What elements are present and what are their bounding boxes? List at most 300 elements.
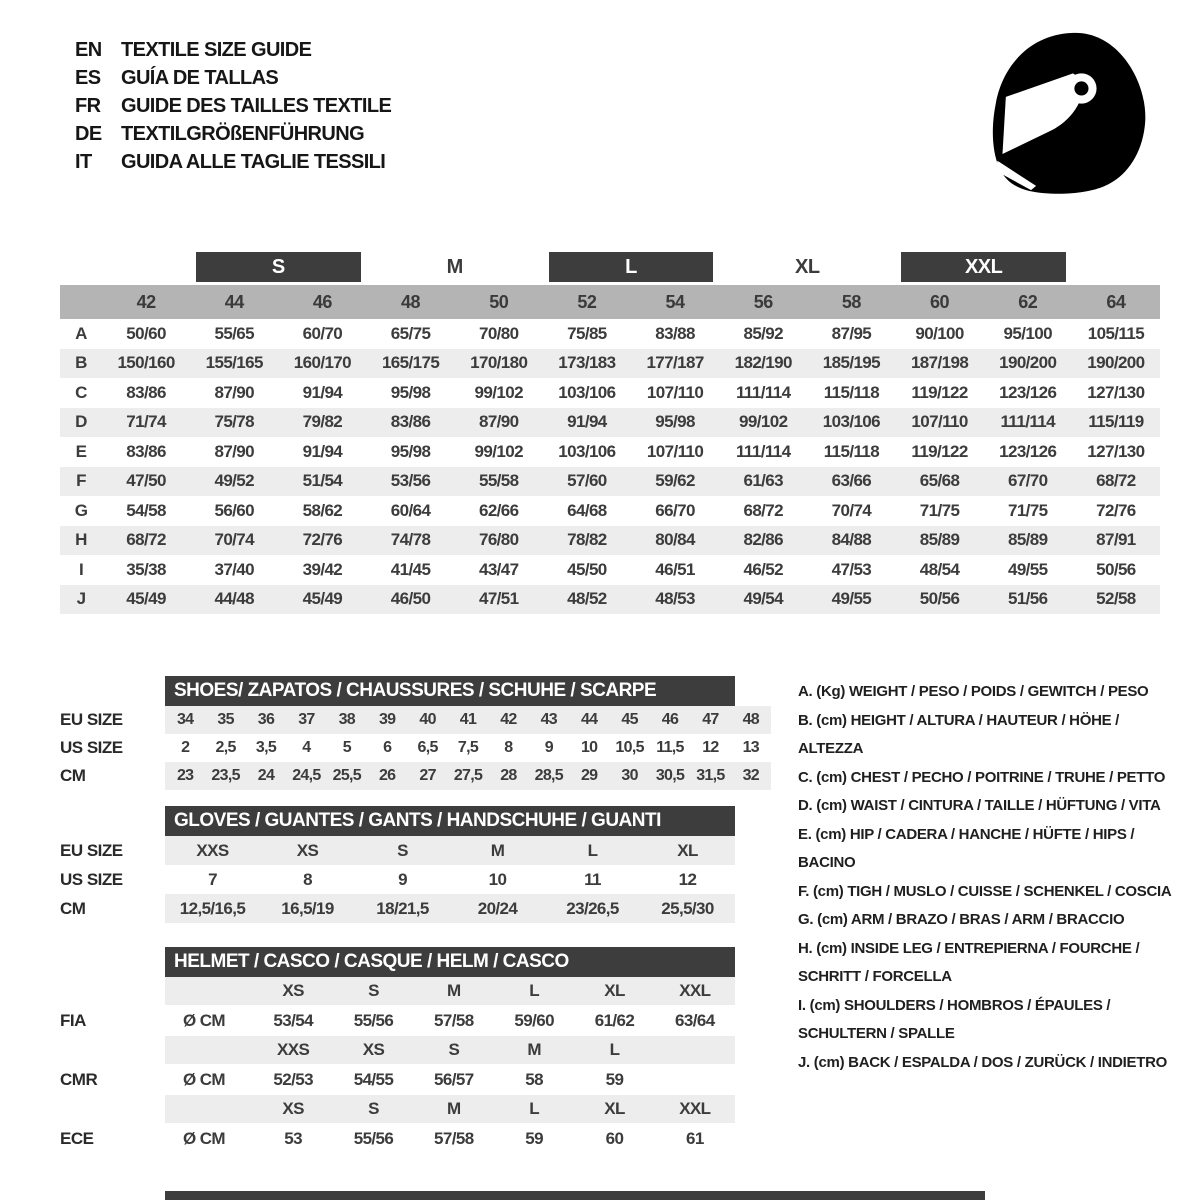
shoes-section-header: SHOES/ ZAPATOS / CHAUSSURES / SCHUHE / SCARPE: [165, 676, 735, 706]
measurement-value: 87/90: [214, 382, 255, 402]
shoe-cm-size: 27: [419, 767, 436, 784]
gloves-eu-values: [165, 836, 735, 865]
measurement-value: 65/75: [390, 323, 431, 343]
legend-entry: [798, 821, 1180, 878]
standard-name: CMR: [60, 1069, 98, 1089]
title-row: [75, 120, 391, 148]
measurement-value: 185/195: [822, 353, 881, 373]
shoe-us-size: 13: [742, 739, 759, 756]
glove-eu-size: L: [587, 840, 598, 860]
shoe-us-size: 7,5: [457, 739, 479, 756]
helmet-values-row: [60, 1123, 772, 1154]
shoes-us-values: [165, 734, 771, 762]
measurement-value: 68/72: [743, 500, 784, 520]
language-code: IT: [75, 151, 92, 173]
measurement-value: 182/190: [734, 353, 792, 373]
measurement-value: 85/89: [1007, 530, 1048, 550]
shoe-cm-size: 24,5: [292, 767, 321, 784]
measurement-value: 51/54: [302, 471, 343, 491]
legend-entry: [798, 764, 1180, 793]
helmet-diameter-value: 59: [605, 1069, 624, 1089]
glove-us-size: 8: [303, 869, 312, 889]
legend-terms: WAIST / CINTURA / TAILLE / HÜFTUNG / VITA: [850, 797, 1161, 814]
shoe-us-size: 10: [580, 739, 598, 756]
measurement-value: 107/110: [646, 382, 704, 402]
language-code: EN: [75, 39, 102, 61]
helmet-diameter-value: 53: [284, 1128, 303, 1148]
measurement-value: 84/88: [831, 530, 872, 550]
measurement-value: 46/52: [743, 559, 784, 579]
helmet-size-label: S: [368, 981, 379, 1000]
size-group-label: M: [446, 256, 463, 278]
measurement-row: [60, 555, 1160, 585]
visor-pivot-center: [1074, 81, 1088, 95]
measurement-value: 119/122: [911, 382, 968, 402]
numeric-size-label: 58: [841, 291, 861, 312]
legend-terms: SHOULDERS / HOMBROS / ÉPAULES / SCHULTERN / SPALLE: [798, 996, 1111, 1042]
measurement-value: 67/70: [1007, 471, 1048, 491]
shoe-us-size: 10,5: [615, 739, 644, 756]
legend-unit: (cm): [817, 911, 848, 928]
helmet-diameter-value: 59/60: [514, 1010, 554, 1030]
shoe-eu-size: 48: [742, 711, 759, 728]
measurement-value: 91/94: [567, 412, 607, 432]
measurement-value: 60/64: [390, 500, 431, 520]
measurement-value: 68/72: [126, 530, 166, 550]
measurement-row: [60, 319, 1160, 349]
measurement-value: 83/86: [126, 382, 166, 402]
measurement-value: 111/114: [736, 441, 791, 461]
measurement-value: 177/187: [646, 353, 704, 373]
measurement-value: 99/102: [739, 412, 788, 432]
shoe-cm-size: 26: [378, 767, 396, 784]
measurement-value: 55/58: [478, 471, 519, 491]
helmet-diameter-value: 57/58: [434, 1010, 474, 1030]
measurement-value: 48/54: [919, 559, 960, 579]
measurement-value: 53/56: [390, 471, 431, 491]
glove-eu-size: XS: [296, 840, 319, 860]
row-label-us-size: US SIZE: [60, 869, 123, 889]
measurement-value: 75/85: [567, 323, 607, 343]
measurement-value: 99/102: [474, 441, 523, 461]
helmet-size-label: XS: [282, 981, 304, 1000]
shoe-eu-size: 43: [540, 711, 557, 728]
legend-key: A.: [798, 683, 813, 700]
numeric-size-band: [60, 285, 1160, 319]
numeric-size-label: 42: [136, 291, 156, 312]
legend-entry: [798, 878, 1180, 907]
measurement-value: 47/53: [831, 559, 872, 579]
measurement-value: 87/90: [214, 441, 255, 461]
row-letter: E: [75, 441, 87, 461]
legend-terms: ARM / BRAZO / BRAS / ARM / BRACCIO: [850, 911, 1125, 928]
measurement-value: 115/118: [823, 382, 880, 402]
numeric-size-label: 56: [753, 291, 773, 312]
helmet-diameter-value: 63/64: [675, 1010, 715, 1030]
legend-unit: (Kg): [816, 683, 846, 700]
title-row: [75, 148, 391, 176]
helmet-size-label: S: [448, 1040, 460, 1059]
gloves-eu-row: [60, 836, 772, 865]
measurement-value: 61/63: [743, 471, 784, 491]
measurement-value: 76/80: [478, 530, 519, 550]
guide-title: TEXTILE SIZE GUIDE: [121, 39, 312, 61]
shoe-eu-size: 38: [338, 711, 355, 728]
measurement-value: 45/49: [126, 589, 166, 609]
shoe-cm-size: 30,5: [655, 767, 685, 784]
shoe-eu-size: 35: [217, 711, 234, 728]
glove-cm-range: 25,5/30: [661, 898, 714, 918]
measurement-value: 78/82: [567, 530, 607, 550]
measurement-row: [60, 585, 1160, 615]
helmet-standards: [60, 977, 772, 1154]
helmet-size-label: M: [447, 1099, 461, 1118]
measurement-value: 49/54: [743, 589, 784, 609]
legend-terms: HIP / CADERA / HANCHE / HÜFTE / HIPS / BACINO: [798, 825, 1135, 871]
shoe-cm-size: 25,5: [332, 767, 361, 784]
bottom-cropped-section-bar: [165, 1191, 985, 1200]
shoe-cm-size: 28,5: [534, 767, 563, 784]
measurement-row: [60, 349, 1160, 379]
title-row: [75, 36, 391, 64]
helmet-size-label: M: [447, 981, 461, 1000]
measurement-value: 48/53: [655, 589, 695, 609]
legend-terms: BACK / ESPALDA / DOS / ZURÜCK / INDIETRO: [848, 1053, 1167, 1071]
measurement-value: 45/50: [567, 559, 607, 579]
helmet-diameter-value: 55/56: [353, 1010, 394, 1030]
numeric-size-label: 52: [577, 291, 597, 312]
helmet-sizes-row: [60, 1095, 772, 1123]
measurement-value: 49/52: [214, 471, 255, 491]
measurement-rows: [60, 319, 1160, 614]
helmet-diameter-value: 61/62: [594, 1010, 635, 1030]
measurement-value: 55/65: [214, 323, 255, 343]
measurement-value: 72/76: [302, 530, 343, 550]
shoe-eu-size: 36: [257, 711, 275, 728]
measurement-value: 160/170: [293, 353, 352, 373]
shoes-table: [60, 676, 772, 790]
measurement-value: 74/78: [390, 530, 431, 550]
shoes-eu-row: [60, 706, 772, 734]
shoe-cm-size: 27,5: [453, 767, 483, 784]
shoe-cm-size: 24: [257, 767, 275, 784]
row-letter: G: [74, 500, 88, 520]
legend-key: F.: [798, 882, 810, 900]
helmet-size-label: XXS: [277, 1040, 310, 1059]
legend-entry: [798, 906, 1180, 935]
measurement-value: 50/56: [919, 589, 960, 609]
row-letter: B: [75, 353, 87, 373]
measurement-value: 123/126: [999, 441, 1057, 461]
row-label-eu-size: EU SIZE: [60, 710, 123, 729]
measurement-value: 37/40: [214, 559, 255, 579]
shoe-eu-size: 47: [702, 711, 719, 728]
helmet-sizes-row: [60, 1036, 772, 1064]
legend-key: I.: [798, 996, 806, 1014]
guide-title: TEXTILGRÖßENFÜHRUNG: [121, 123, 365, 145]
shoe-cm-size: 28: [500, 767, 517, 784]
legend-key: D.: [798, 797, 813, 814]
shoe-eu-size: 34: [176, 711, 194, 728]
legend-unit: (cm): [809, 996, 841, 1014]
legend-key: H.: [798, 939, 813, 957]
glove-cm-range: 12,5/16,5: [179, 898, 246, 918]
numeric-size-label: 62: [1018, 291, 1038, 312]
measurement-row: [60, 496, 1160, 526]
helmet-size-labels: [165, 1036, 735, 1064]
row-letter: F: [76, 471, 86, 491]
legend-unit: (cm): [813, 1053, 845, 1071]
row-label-eu-size: EU SIZE: [60, 840, 123, 860]
helmet-size-label: XXL: [679, 981, 711, 1000]
measurement-value: 51/56: [1007, 589, 1048, 609]
measurement-value: 48/52: [567, 589, 607, 609]
shoes-eu-values: [165, 706, 771, 734]
helmet-table: [60, 947, 772, 1154]
helmet-values-row: [60, 1064, 772, 1095]
gloves-cm-row: [60, 894, 772, 923]
measurement-value: 70/74: [831, 500, 872, 520]
gloves-section-header: GLOVES / GUANTES / GANTS / HANDSCHUHE / GUANTI: [165, 806, 735, 836]
shoe-cm-size: 32: [742, 767, 759, 784]
measurement-value: 111/114: [1000, 412, 1055, 432]
measurement-value: 43/47: [478, 559, 519, 579]
legend-entry: [798, 1049, 1180, 1078]
measurement-value: 87/90: [478, 412, 519, 432]
helmet-size-label: XXL: [679, 1099, 711, 1118]
measurement-value: 70/74: [214, 530, 255, 550]
row-label-cm: CM: [60, 766, 86, 785]
measurement-value: 99/102: [474, 382, 523, 402]
measurement-value: 83/88: [655, 323, 695, 343]
measurement-value: 58/62: [302, 500, 343, 520]
helmet-size-label: L: [529, 1099, 540, 1118]
row-letter: J: [76, 589, 86, 609]
glove-eu-size: XXS: [196, 840, 229, 860]
measurement-legend: [798, 678, 1180, 1077]
measurement-value: 83/86: [390, 412, 431, 432]
legend-key: J.: [798, 1053, 810, 1071]
measurement-row: [60, 408, 1160, 438]
title-language-block: [75, 36, 391, 176]
helmet-diameter-values: [165, 1123, 735, 1154]
measurement-value: 95/98: [655, 412, 695, 432]
size-group-label: XXL: [901, 252, 1065, 282]
legend-terms: CHEST / PECHO / POITRINE / TRUHE / PETTO: [850, 768, 1166, 786]
helmet-size-label: L: [609, 1040, 620, 1059]
measurement-value: 66/70: [655, 500, 695, 520]
helmet-diameter-value: 55/56: [353, 1128, 394, 1148]
shoe-eu-size: 44: [580, 711, 598, 728]
shoe-eu-size: 41: [459, 711, 477, 728]
measurement-value: 60/70: [302, 323, 343, 343]
standard-name: FIA: [60, 1010, 86, 1030]
row-letter: I: [78, 559, 84, 579]
measurement-value: 50/56: [1096, 559, 1136, 579]
title-row: [75, 92, 391, 120]
measurement-value: 71/74: [126, 412, 166, 432]
main-size-table: [60, 252, 1160, 614]
legend-entry: [798, 678, 1180, 707]
measurement-value: 90/100: [915, 323, 964, 343]
glove-us-size: 10: [488, 869, 507, 889]
shoe-eu-size: 40: [419, 711, 436, 728]
legend-entry: [798, 792, 1180, 821]
glove-cm-range: 18/21,5: [376, 898, 429, 918]
shoe-us-size: 8: [504, 739, 513, 756]
measurement-value: 44/48: [214, 589, 255, 609]
helmet-diameter-value: 61: [685, 1128, 704, 1148]
size-group-label: S: [196, 252, 360, 282]
gloves-cm-values: [165, 894, 735, 923]
shoe-eu-size: 46: [661, 711, 679, 728]
shoe-us-size: 4: [302, 739, 311, 756]
helmet-diameter-values: [165, 1064, 735, 1095]
legend-key: G.: [798, 911, 814, 928]
measurement-value: 35/38: [126, 559, 166, 579]
numeric-size-label: 54: [665, 291, 685, 312]
measurement-value: 59/62: [655, 471, 695, 491]
measurement-value: 62/66: [478, 500, 519, 520]
row-letter: A: [75, 323, 87, 343]
measurement-value: 173/183: [558, 353, 616, 373]
measurement-value: 50/60: [126, 323, 166, 343]
size-group-label: L: [549, 252, 713, 282]
measurement-value: 71/75: [1007, 500, 1048, 520]
measurement-value: 95/100: [1003, 323, 1052, 343]
helmet-section-header: HELMET / CASCO / CASQUE / HELM / CASCO: [165, 947, 735, 977]
glove-eu-size: S: [397, 840, 408, 860]
helmet-diameter-value: 53/54: [273, 1010, 313, 1030]
legend-unit: (cm): [816, 797, 847, 814]
measurement-value: 39/42: [302, 559, 343, 579]
shoe-eu-size: 42: [500, 711, 517, 728]
helmet-size-labels: [165, 977, 735, 1005]
guide-title: GUIDA ALLE TAGLIE TESSILI: [121, 151, 386, 173]
measurement-value: 79/82: [302, 412, 343, 432]
numeric-size-label: 44: [224, 291, 244, 312]
measurement-value: 95/98: [390, 441, 431, 461]
helmet-diameter-value: 60: [605, 1128, 624, 1148]
accessory-tables: [60, 676, 772, 1154]
racing-helmet-icon: [982, 28, 1154, 196]
language-code: DE: [75, 123, 102, 145]
measurement-value: 82/86: [743, 530, 784, 550]
measurement-row: [60, 378, 1160, 408]
measurement-value: 119/122: [911, 441, 968, 461]
row-label-us-size: US SIZE: [60, 738, 123, 757]
measurement-value: 123/126: [999, 382, 1057, 402]
measurement-value: 85/89: [919, 530, 960, 550]
measurement-value: 155/165: [205, 353, 263, 373]
helmet-diameter-value: 54/55: [353, 1069, 394, 1089]
measurement-value: 115/119: [1088, 412, 1144, 432]
helmet-size-label: XL: [604, 981, 625, 1000]
shoe-eu-size: 39: [378, 711, 396, 728]
measurement-value: 85/92: [743, 323, 784, 343]
measurement-value: 111/114: [736, 382, 791, 402]
row-letter: D: [75, 412, 87, 432]
shoes-cm-row: [60, 762, 772, 790]
shoe-us-size: 11,5: [656, 739, 684, 756]
legend-terms: TIGH / MUSLO / CUISSE / SCHENKEL / COSCIA: [847, 882, 1172, 900]
glove-us-size: 12: [678, 869, 697, 889]
helmet-values-row: [60, 1005, 772, 1036]
measurement-value: 45/49: [302, 589, 343, 609]
numeric-size-label: 46: [312, 291, 332, 312]
helmet-diameter-value: 52/53: [273, 1069, 313, 1089]
measurement-value: 41/45: [390, 559, 431, 579]
legend-terms: WEIGHT / PESO / POIDS / GEWITCH / PESO: [848, 683, 1149, 700]
legend-key: E.: [798, 825, 812, 843]
legend-entry: [798, 935, 1180, 992]
measurement-value: 91/94: [302, 441, 343, 461]
helmet-size-label: S: [368, 1099, 379, 1118]
helmet-size-label: XS: [282, 1099, 304, 1118]
shoe-cm-size: 23: [176, 767, 194, 784]
glove-cm-range: 16,5/19: [281, 898, 334, 918]
legend-unit: (cm): [812, 882, 844, 900]
measurement-value: 47/51: [478, 589, 519, 609]
measurement-row: [60, 467, 1160, 497]
legend-unit: (cm): [816, 768, 847, 786]
helmet-size-label: M: [527, 1040, 541, 1059]
glove-us-size: 7: [208, 869, 217, 889]
measurement-value: 46/51: [655, 559, 695, 579]
helmet-standard-block: [60, 977, 772, 1036]
gloves-table: [60, 806, 772, 923]
legend-key: B.: [798, 711, 813, 729]
measurement-value: 165/175: [381, 353, 440, 373]
measurement-value: 170/180: [470, 353, 528, 373]
measurement-value: 187/198: [910, 353, 969, 373]
shoe-cm-size: 29: [580, 767, 598, 784]
measurement-value: 103/106: [558, 382, 616, 402]
measurement-value: 64/68: [567, 500, 607, 520]
shoes-us-row: [60, 734, 772, 762]
helmet-diameter-value: 57/58: [434, 1128, 474, 1148]
measurement-row: [60, 526, 1160, 556]
shoe-us-size: 3,5: [255, 739, 277, 756]
helmet-size-label: XL: [604, 1099, 625, 1118]
measurement-value: 103/106: [822, 412, 881, 432]
measurement-value: 103/106: [558, 441, 616, 461]
measurement-value: 56/60: [214, 500, 255, 520]
legend-unit: (cm): [816, 939, 847, 957]
shoe-us-size: 6,5: [417, 739, 438, 756]
language-code: FR: [75, 95, 101, 117]
language-code: ES: [75, 67, 101, 89]
glove-cm-range: 20/24: [477, 898, 518, 918]
helmet-standard-block: [60, 1095, 772, 1154]
legend-entry: [798, 992, 1180, 1049]
glove-us-size: 11: [584, 869, 601, 889]
measurement-value: 87/95: [831, 323, 872, 343]
measurement-value: 107/110: [911, 412, 968, 432]
legend-unit: (cm): [816, 711, 847, 729]
helmet-size-label: XS: [362, 1040, 385, 1059]
helmet-diameter-value: 59: [525, 1128, 544, 1148]
measurement-row: [60, 437, 1160, 467]
measurement-value: 49/55: [1007, 559, 1048, 579]
shoe-us-size: 5: [342, 739, 351, 756]
measurement-value: 87/91: [1096, 530, 1136, 550]
measurement-value: 65/68: [919, 471, 960, 491]
glove-us-size: 9: [398, 869, 407, 889]
numeric-size-label: 60: [930, 291, 950, 312]
shoe-us-size: 12: [702, 739, 719, 756]
measurement-value: 105/115: [1087, 323, 1145, 343]
